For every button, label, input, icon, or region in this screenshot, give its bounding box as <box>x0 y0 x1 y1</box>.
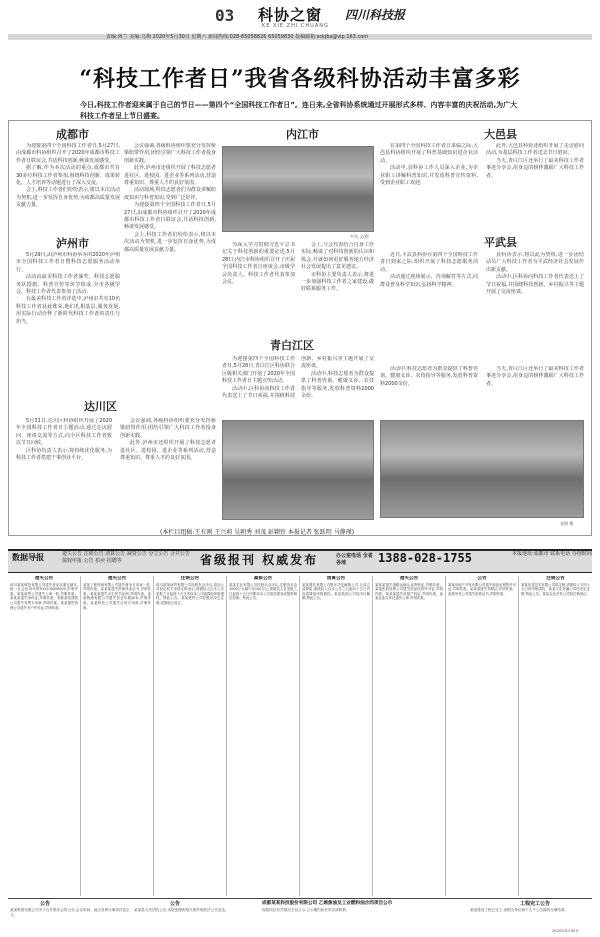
classified-title: 注销公告 <box>180 576 200 581</box>
notice-title: 成都某某科技股份有限公司 乙烯焦油及工业燃料油合同项目公示 <box>262 901 393 906</box>
classified-text: 某某工程咨询有限公司遗失财务专用章一枚,声明作废。某某某遗失医师执业证书,声明作废。某某某遗失出生医学证明,声明作废。某某物流有限公司遗失营业执照副本,声明作废。某某科技公司遗失合同专用章,声明作废。 <box>83 582 151 610</box>
paragraph: 当天,青白江区还举行了最美科技工作者事迹分享会,用身边的榜样激励广大科技工作者。 <box>486 157 584 179</box>
section-pinyin: KE XIE ZHI CHUANG <box>262 23 329 29</box>
paper-logo: 四川科技报 <box>345 8 406 22</box>
paragraph: 市科协主要负责人表示,将进一步加强科技工作者之家建设,做好联系服务工作。 <box>301 271 374 293</box>
classified-column <box>300 576 373 896</box>
region-title-dazhou: 达川区 <box>84 400 117 413</box>
notice-text: 某某集团有限公司关于召开股东会的公告,会议时间、地点及审议事项详见正文。 <box>10 908 130 917</box>
paragraph: 为深入学习贯彻习近平总书记关于科技创新的重要论述,5月28日,内江市科协组织召开了庆祝全国科技工作者日座谈会,市级学会负责人、科技工作者代表参加会议。 <box>222 242 295 286</box>
paragraph: 会上,科技工作者们纷纷表示,将以本次活动为契机,进一步发挥自身优势,为成都高质量发展贡献力量。 <box>124 231 216 253</box>
classified-column <box>373 576 446 896</box>
photo-qingbaijiang <box>222 420 374 520</box>
classified-title: 公告 <box>477 576 487 581</box>
masthead-info: 责编:蒋兰 美编:乌梅 2020年5月30日 星期六 新闻热线:028-65058826 65059830 投稿邮箱:sckjbs@vip.163.com <box>106 34 369 40</box>
footer-date: 2020年5月30日 <box>552 929 579 933</box>
paragraph: 在第四个全国科技工作者日来临之际,大邑县科协组织开展了科普基础知识进企业活动。 <box>380 143 478 164</box>
paragraph: 当天,青白江区还举行了最美科技工作者事迹分享会,用身边的榜样激励广大科技工作者。 <box>486 366 584 387</box>
article-chengdu <box>16 143 120 229</box>
classified-title: 遗失公告 <box>399 576 419 581</box>
region-title-dayi: 大邑县 <box>484 128 517 141</box>
classifieds-categories: 遗失公告 注销公告 清算公告 减资公告 分立公告 合并公告 债权申报 公告 拍卖 招聘等 <box>62 551 190 564</box>
region-title-neijiang: 内江市 <box>286 128 319 141</box>
paragraph: 会上,与会代表结合自身工作实际,畅谈了对科技创新的认识和体会,并就如何更好服务地方经济社会发展提出了意见建议。 <box>301 242 374 271</box>
photo-caption: 牛凤 文/图 <box>350 234 369 239</box>
paragraph: 此外,大邑县科协还组织开展了走访慰问活动,为基层科技工作者送去节日慰问。 <box>486 143 584 157</box>
article-qingbaijiang <box>222 356 374 416</box>
paragraph: 活动中,科技志愿者为群众提供了科普咨询、健康义诊、农技指导等服务,发放科普资料2000余份。 <box>380 366 478 387</box>
classified-title: 注销公告 <box>546 576 565 581</box>
paragraph: 活动中,区科协向科技工作者代表送上了节日祝福,并围绕科技创新、乡村振兴等主题开展了交流座谈。 <box>222 356 374 400</box>
article-chengdu-continued <box>124 143 216 393</box>
paragraph: 为迎接第四个全国科技工作者日,5月28日,青白江区科协联合区级相关部门开展了2020年全国科技工作者日主题宣传活动。 <box>222 356 295 385</box>
article-dayi <box>380 143 584 225</box>
paragraph: 会议强调,各级科协组织要充分发挥桥梁纽带作用,团结引领广大科技工作者投身创新实践。 <box>120 418 216 439</box>
classified-text: 四川某某科技有限公司遗失营业执照正副本,统一社会信用代码915100000000,声明作废。某某商贸公司遗失公章一枚,声明作废。某某某遗失身份证,声明作废。成都某某建筑公司遗失发票专用章,声明作废。某某餐饮管理公司遗失开户许可证,声明作废。 <box>10 582 78 610</box>
paragraph: 活动中,科技志愿者为群众提供了科普咨询、健康义诊、农技指导等服务,发放科普资料2000余份。 <box>301 370 374 400</box>
region-title-chengdu: 成都市 <box>56 128 89 141</box>
classifieds-phone-label: 办公室电话 全省各地 <box>336 553 373 566</box>
classifieds-slogan: 省级报刊 权威发布 <box>200 553 319 567</box>
photo-pingwu <box>380 420 584 518</box>
classified-title: 清算公告 <box>326 576 346 581</box>
article-pingwu <box>380 252 584 360</box>
classifieds-contact: 本报地址:成都市 联系电话 办理时间 <box>512 551 592 557</box>
article-neijiang <box>222 242 374 332</box>
classified-title: 遗失公告 <box>107 576 127 581</box>
section-title: 科协之窗 <box>258 6 323 24</box>
classified-text: 某某某遗失道路运输从业资格证,声明作废。某某医药连锁公司遗失药品经营许可证,声明作废。某某某遗失房屋产权证,声明作废。某某农业合作社遗失公章,声明作废。 <box>375 582 443 601</box>
paragraph: 区科协负责人表示,将持续优化服务,为科技工作者搭建干事创业平台。 <box>16 447 112 462</box>
classified-text: 四川某某商贸有限公司经股东会决议,拟向公司登记机关申请注销登记,请债权人自本公告见报之日起四十五日内向本公司清算组申报债权。特此公告。某某建材公司经股东决定注销,清算组已成立。 <box>156 582 224 605</box>
paragraph: 在最美科技工作者评选中,泸州市共有10名科技工作者获此殊荣,他们扎根基层,服务发展,用实际行动诠释了新时代科技工作者的责任与担当。 <box>16 296 120 325</box>
classified-column <box>446 576 519 896</box>
classified-title: 遗失公告 <box>34 576 54 581</box>
classified-title: 减资公告 <box>253 576 273 581</box>
region-title-qingbaijiang: 青白江区 <box>270 339 314 352</box>
intro-paragraph: 今日,科技工作者迎来属于自己的节日——第四个“全国科技工作者日”。连日来,全省科协系统通过开展形式多样、内容丰富的庆祝活动,为广大科技工作者呈上节日盛宴。 <box>80 101 518 120</box>
classified-text: 某某房地产开发有限公司遗失商品房预售许可证,声明作废。某某某遗失驾驶证,声明作废。某某劳务公司遗失资质证书,声明作废。 <box>448 582 516 596</box>
classified-text: 某某实业有限公司经股东会决议,注册资本由1000万元减少至100万元,请债权人自见报之日起四十五日内要求本公司清偿债务或提供相应担保。特此公告。 <box>229 582 297 601</box>
paragraph: 为迎接第四个全国科技工作者日,5月27日,由成都市科协组织召开了2020年成都市科技工作者日联谊会,共话科技创新,畅谈发展感受。 <box>124 202 216 231</box>
classified-column <box>519 576 592 896</box>
paragraph: 活动通过现场展示、咨询解答等方式,向群众普及科学知识,弘扬科学精神。 <box>380 274 478 288</box>
article-dazhou <box>16 418 216 522</box>
paragraph: 此外,泸州市还组织开展了科技志愿者进社区、进校园、进企业等系列活动,营造尊重知识、尊重人才的良好氛围。 <box>120 440 216 462</box>
paragraph: 会上,科技工作者们纷纷表示,将以本次活动为契机,进一步发挥自身优势,为成都高质量发展贡献力量。 <box>16 187 120 209</box>
paragraph: 活动中,区科协向科技工作者代表送上了节日祝福,并围绕科技创新、乡村振兴等主题开展了交流座谈。 <box>486 274 584 296</box>
paragraph: 活动现场,科技志愿者们为群众讲解防疫知识与科普知识,受到广泛好评。 <box>124 187 216 201</box>
paragraph: 活动中,县科协工作人员深入企业,为企业职工讲解科普知识,并发放科普宣传资料,受到企业职工欢迎。 <box>380 165 478 187</box>
article-qingbaijiang-continued <box>380 366 584 414</box>
notice-title: 公告 <box>40 901 51 907</box>
notice-text: 某某县人民法院公告,本院受理的相关案件现依法公告送达。 <box>134 908 229 912</box>
paragraph: 此外,泸州市还组织开展了科技志愿者进社区、进校园、进企业等系列活动,营造尊重知识、尊重人才的良好氛围。 <box>124 165 216 187</box>
editors-credit: (本栏目组稿:王有刚 王兴莉 吴朝秀 刘茂 彭颖铃 本报记者 张跃明 马静瑾) <box>160 529 355 536</box>
paragraph: 为迎接第四个全国科技工作者日,5月27日,由成都市科协组织召开了2020年成都市科技工作者日联谊会,共话科技创新,畅谈发展感受。 <box>16 143 120 164</box>
classified-column <box>81 576 154 896</box>
region-title-pingwu: 平武县 <box>484 236 517 249</box>
page-number: 03 <box>215 6 235 25</box>
notice-text: 某某建设工程已完工,请相关单位和个人于公告期内办理结算。 <box>470 908 569 912</box>
notice-text: 现将项目有关情况予以公示,公示期内如有异议请联系。 <box>262 908 350 912</box>
notice-title: 公告 <box>170 901 181 907</box>
region-title-luzhou: 泸州市 <box>56 237 89 250</box>
article-luzhou <box>16 252 120 392</box>
paragraph: 会议强调,各级科协组织要充分发挥桥梁纽带作用,团结引领广大科技工作者投身创新实践。 <box>124 143 216 164</box>
paragraph: 近日,平武县科协在第四个全国科技工作者日到来之际,组织开展了科技志愿服务活动。 <box>380 252 478 273</box>
notice-title: 工程完工公告 <box>520 901 551 907</box>
classified-column <box>227 576 300 896</box>
paragraph: 县科协表示,将以此为契机,进一步团结动员广大科技工作者为平武经济社会发展作出新贡献。 <box>486 252 584 273</box>
photo-neijiang <box>222 146 374 232</box>
paragraph: 5月29日,由泸州市科协举办的2020年泸州市全国科技工作者日暨科技志愿服务活动举行。 <box>16 252 120 273</box>
paragraph: 据了解,作为本次活动的重点,成都市共有30多位科技工作者参加,围绕科技创新、成果转化、人才培养等话题进行了深入交流。 <box>16 165 120 187</box>
headline: “科技工作者日”我省各级科协活动丰富多彩 <box>79 66 521 92</box>
classifieds-phone: 1388-028-1755 <box>378 551 472 565</box>
paragraph: 活动由最美科技工作者颁奖、科技志愿服务队授旗、科普宣传等环节组成,全市各级学会、科技工作者代表参加了活动。 <box>16 274 120 296</box>
classified-column <box>154 576 227 896</box>
classified-text: 某某信息技术有限公司拟注销,请债权人于四十五日内申报债权。某某文化传播公司经决定注销,特此公告。某某农业开发公司拟注销登记。 <box>521 582 590 596</box>
classified-text: 某某餐饮有限公司股东决定解散公司,已成立清算组,请债权人自本公告之日起四十五日内向清算组申报债权。某某装饰公司经决议解散,特此公告。 <box>302 582 370 601</box>
classified-column <box>8 576 81 896</box>
classifieds-label: 数据导报 <box>12 552 44 562</box>
photo-caption: 金钢 摄 <box>560 521 574 526</box>
paragraph: 5月31日,达川区科协组织开展了2020年全国科技工作者日主题活动,通过走访慰问、座谈交流等方式,向全区科技工作者致以节日问候。 <box>16 418 112 447</box>
